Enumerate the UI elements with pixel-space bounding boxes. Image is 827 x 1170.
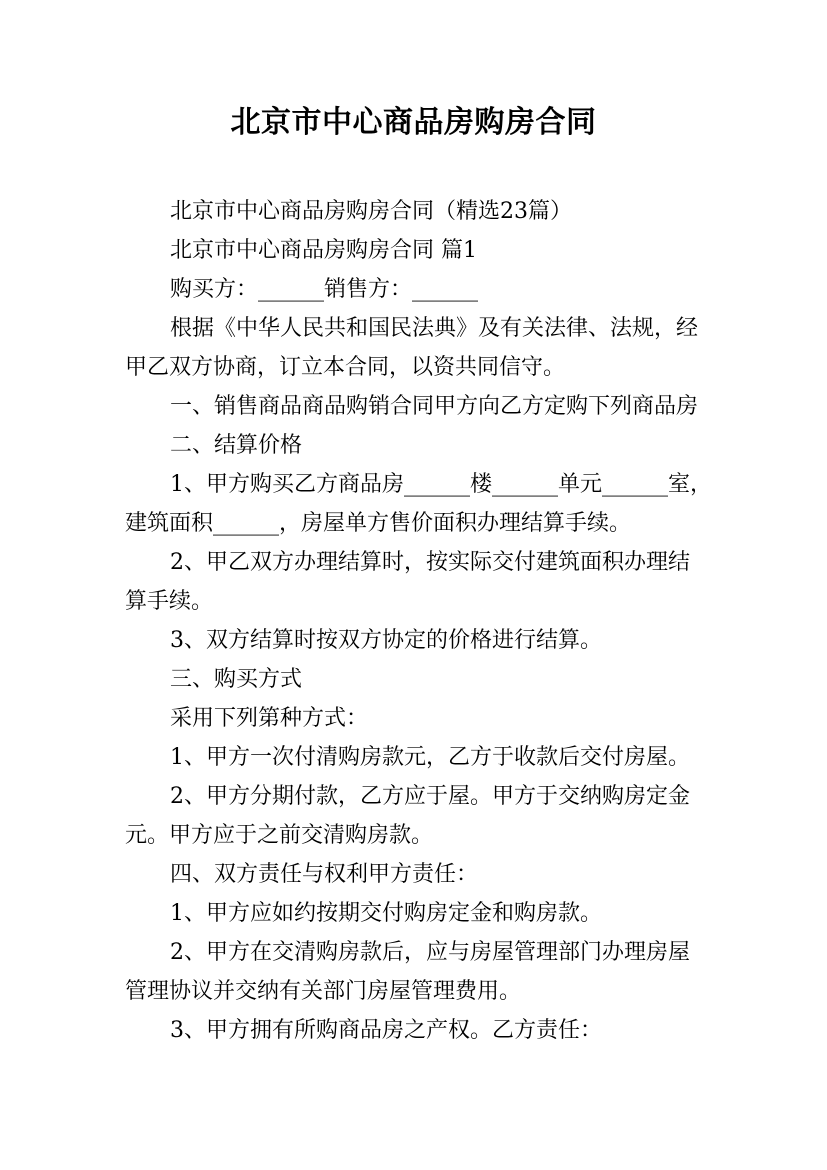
paragraph-line: 管理协议并交纳有关部门房屋管理费用。	[125, 979, 522, 1004]
paragraph-line: 3、双方结算时按双方协定的价格进行结算。	[170, 628, 602, 653]
paragraph-item	[125, 777, 725, 855]
paragraph-line: 北京市中心商品房购房合同（精选23篇）	[170, 199, 572, 224]
paragraph-subtitle	[125, 192, 725, 231]
paragraph-item	[125, 1011, 725, 1050]
paragraph-line: 北京市中心商品房购房合同 篇1	[170, 238, 477, 263]
paragraph-line: 甲乙双方协商，订立本合同，以资共同信守。	[125, 355, 566, 380]
paragraph-parties	[125, 270, 725, 309]
paragraph-line: 2、甲乙双方办理结算时，按实际交付建筑面积办理结	[170, 550, 690, 575]
paragraph-line: 采用下列第种方式：	[170, 706, 369, 731]
paragraph-item	[125, 543, 725, 621]
paragraph-line: 一、销售商品商品购销合同甲方向乙方定购下列商品房	[170, 394, 699, 419]
paragraph-clause-2	[125, 426, 725, 465]
paragraph-line: 3、甲方拥有所购商品房之产权。乙方责任：	[170, 1018, 602, 1043]
paragraph-line: 1、甲方购买乙方商品房______楼______单元______室，	[170, 472, 712, 497]
document-body	[125, 192, 725, 1050]
paragraph-line: 四、双方责任与权利甲方责任：	[170, 862, 479, 887]
paragraph-item	[125, 465, 725, 543]
paragraph-line: 算手续。	[125, 589, 214, 614]
paragraph-line: 1、甲方一次付清购房款元，乙方于收款后交付房屋。	[170, 745, 690, 770]
page-title: 北京市中心商品房购房合同	[230, 105, 597, 140]
paragraph-line: 1、甲方应如约按期交付购房定金和购房款。	[170, 901, 602, 926]
paragraph-item	[125, 699, 725, 738]
paragraph-line: 元。甲方应于之前交清购房款。	[125, 823, 434, 848]
paragraph-line: 三、购买方式	[170, 667, 303, 692]
paragraph-line: 建筑面积______，房屋单方售价面积办理结算手续。	[125, 511, 632, 536]
paragraph-item	[125, 621, 725, 660]
paragraph-line: 购买方：______销售方：______	[170, 277, 479, 302]
paragraph-section-heading	[125, 231, 725, 270]
paragraph-line: 2、甲方在交清购房款后，应与房屋管理部门办理房屋	[170, 940, 690, 965]
paragraph-line: 2、甲方分期付款，乙方应于屋。甲方于交纳购房定金	[170, 784, 690, 809]
paragraph-clause-3	[125, 660, 725, 699]
paragraph-item	[125, 933, 725, 1011]
paragraph-clause-1	[125, 387, 725, 426]
paragraph-clause-4	[125, 855, 725, 894]
paragraph-item	[125, 894, 725, 933]
paragraph-item	[125, 738, 725, 777]
paragraph-line: 根据《中华人民共和国民法典》及有关法律、法规，经	[170, 316, 699, 341]
paragraph-line: 二、结算价格	[170, 433, 303, 458]
paragraph-preamble	[125, 309, 725, 387]
